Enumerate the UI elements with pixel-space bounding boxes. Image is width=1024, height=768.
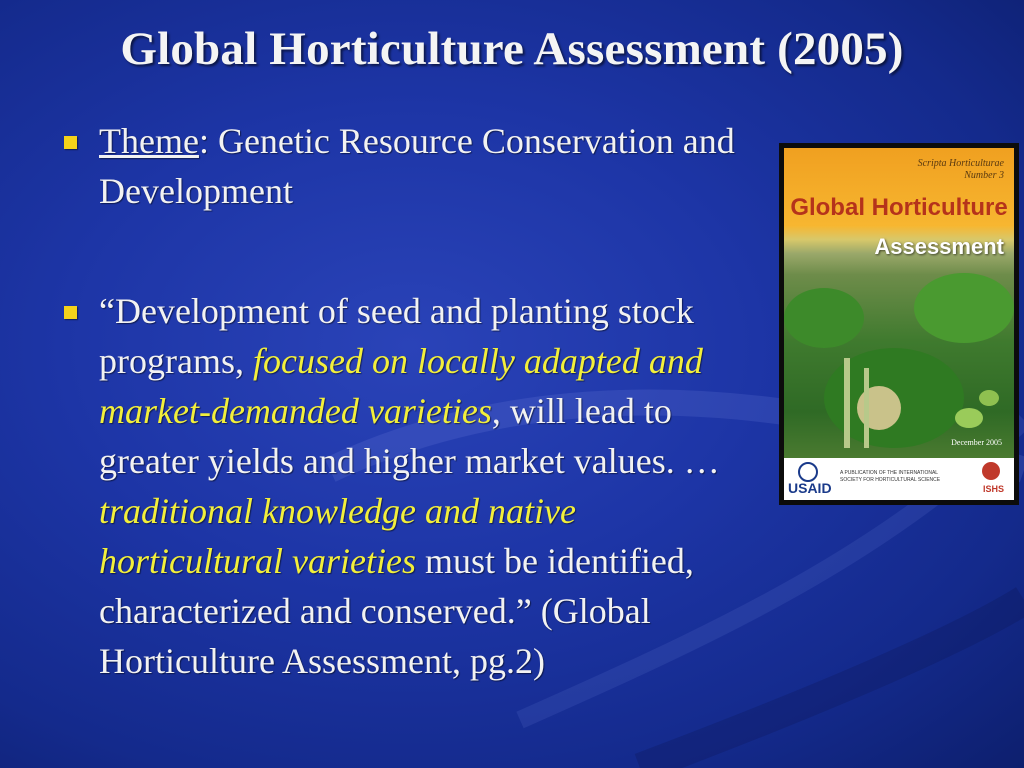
quote-segment-2: , will lead to greater yields and higher market values. … [99, 391, 720, 481]
cover-series-number: Number 3 [964, 170, 1004, 181]
cover-date: December 2005 [951, 438, 1002, 447]
cover-title-line1: Global Horticulture [790, 194, 1008, 221]
quote-text [99, 286, 738, 686]
cover-series-name: Scripta Horticulturae [917, 158, 1004, 169]
cover-footer [784, 458, 1014, 500]
quote-highlight-2: traditional knowledge and native horticultural varieties [99, 491, 576, 581]
cover-series [918, 158, 1004, 182]
cover-artwork [784, 148, 1014, 500]
bullet-marker [64, 136, 77, 149]
quote-highlight-1: focused on locally adapted and market-demanded varieties [99, 341, 703, 431]
bullet-marker [64, 306, 77, 319]
cover-title-line2: Assessment [874, 234, 1004, 259]
bullet-quote [58, 286, 738, 686]
theme-label: Theme [99, 121, 199, 161]
report-cover-image [779, 143, 1019, 505]
quote-segment-3: must be identified, characterized and conserved.” (Global Horticulture Assessment, pg.2) [99, 541, 694, 681]
plant-photo [784, 258, 1014, 458]
usaid-logo: USAID [788, 480, 832, 496]
ishs-logo: ISHS [982, 484, 1004, 494]
slide-title: Global Horticulture Assessment (2005) [120, 23, 904, 75]
theme-value: : Genetic Resource Conservation and Development [99, 121, 735, 211]
quote-segment-1: “Development of seed and planting stock programs, [99, 291, 694, 381]
usaid-seal-icon [798, 462, 818, 482]
bullet-text [99, 116, 738, 216]
cover-publisher: A PUBLICATION OF THE INTERNATIONAL SOCIETY FOR HORTICULTURAL SCIENCE [840, 470, 941, 483]
ishs-logo-icon [982, 462, 1000, 480]
bullet-theme [58, 116, 738, 216]
